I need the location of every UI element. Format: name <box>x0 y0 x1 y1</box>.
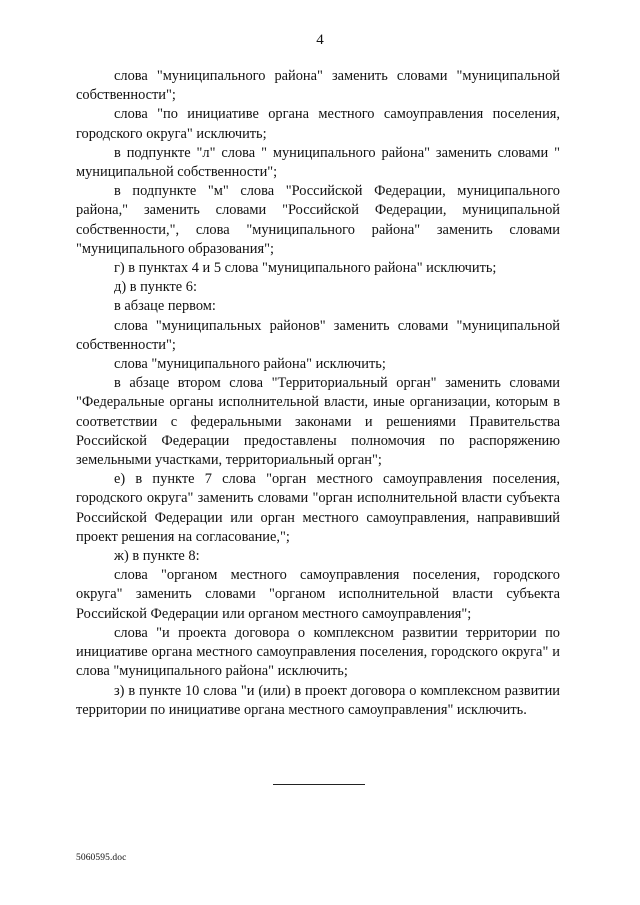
paragraph: в абзаце втором слова "Территориальный орган" заменить словами "Федеральные органы исполнительной власти, иные организации, которым в соответствии с федеральными законами и решениями Правительства Российской Федерации предоставлены полномочия по распоряжению земельными участками, территориальный орган"; <box>76 375 560 469</box>
paragraph: слова "и проекта договора о комплексном развитии территории по инициативе органа местного самоуправления поселения, городского округа" и слова "муниципального района" исключить; <box>76 624 560 680</box>
paragraph: слова "органом местного самоуправления поселения, городского округа" заменить словами "органом исполнительной власти субъекта Российской Федерации или органом местного самоуправления"; <box>76 567 560 622</box>
paragraph: в подпункте "л" слова " муниципального района" заменить словами " муниципальной собственности"; <box>76 144 560 181</box>
end-divider <box>273 784 365 785</box>
paragraph: е) в пункте 7 слова "орган местного самоуправления поселения, городского округа" заменить словами "орган исполнительной власти субъекта Российской Федерации или орган местного самоуправления, направивший проект решения на согласование,"; <box>76 471 560 545</box>
paragraph: д) в пункте 6: <box>114 279 197 296</box>
paragraph: в подпункте "м" слова "Российской Федерации, муниципального района," заменить словами "Российской Федерации, муниципальной собственности,", слова "муниципального района" заменить словами "муниципального образования"; <box>76 183 560 257</box>
paragraph: з) в пункте 10 слова "и (или) в проект договора о комплексном развитии территории по инициативе органа местного самоуправления" исключить. <box>76 682 560 718</box>
paragraph: слова "муниципального района" исключить; <box>114 356 386 373</box>
paragraph: ж) в пункте 8: <box>114 548 200 565</box>
paragraph: г) в пунктах 4 и 5 слова "муниципального района" исключить; <box>114 260 497 277</box>
paragraph: в абзаце первом: <box>114 298 216 315</box>
page-number: 4 <box>316 32 324 48</box>
document-body <box>76 67 560 720</box>
footer-file-code: 5060595.doc <box>76 853 127 863</box>
paragraph: слова "муниципального района" заменить словами "муниципальной собственности"; <box>76 68 560 104</box>
paragraph: слова "по инициативе органа местного самоуправления поселения, городского округа" исключить; <box>76 106 560 142</box>
paragraph: слова "муниципальных районов" заменить словами "муниципальной собственности"; <box>76 317 560 353</box>
